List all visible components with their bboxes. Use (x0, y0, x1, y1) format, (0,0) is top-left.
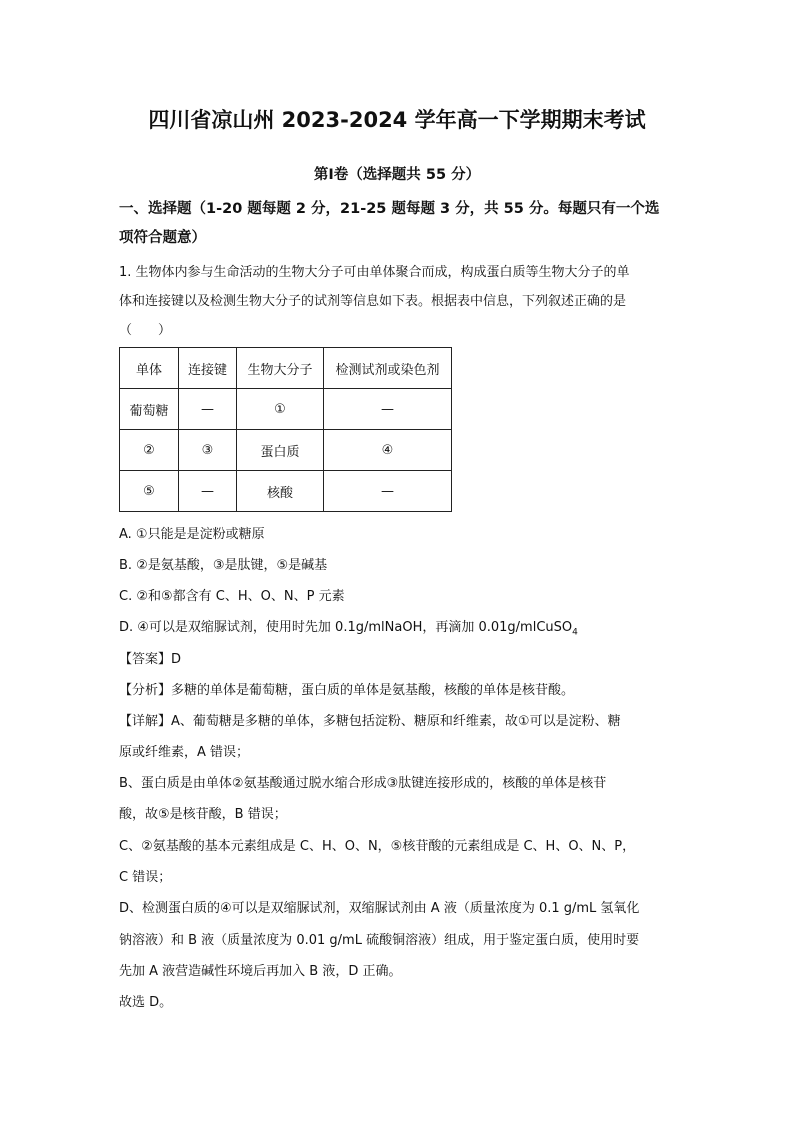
table-cell: 葡萄糖 (120, 389, 179, 430)
explanation-line8: 钠溶液）和 B 液（质量浓度为 0.01 g/mL 硫酸铜溶液）组成，用于鉴定蛋白质，使用时要 (119, 933, 640, 948)
option-d (119, 616, 578, 638)
table-cell: 核酸 (237, 471, 324, 512)
table-header-cell: 检测试剂或染色剂 (324, 348, 452, 389)
explanation-line2: 原或纤维素，A 错误； (119, 745, 250, 760)
table-row (120, 471, 452, 512)
analysis-tag: 【分析】 (119, 683, 172, 698)
exam-title: 四川省凉山州 2023-2024 学年高一下学期期末考试 (148, 108, 646, 132)
answer-tag: 【答案】 (119, 652, 172, 667)
explanation-line9: 先加 A 液营造碱性环境后再加入 B 液，D 正确。 (119, 964, 402, 979)
info-table (119, 347, 452, 512)
table-cell: — (179, 471, 237, 512)
table-cell: ⑤ (120, 471, 179, 512)
explanation-line6: C 错误； (119, 870, 172, 885)
explanation-line4: 酸，故⑤是核苷酸，B 错误； (119, 807, 287, 822)
explanation-tag: 【详解】 (119, 714, 172, 729)
table-header-cell: 单体 (120, 348, 179, 389)
explanation-line7: D、检测蛋白质的④可以是双缩脲试剂，双缩脲试剂由 A 液（质量浓度为 0.1 g/mL 氢氧化 (119, 901, 640, 916)
table-header-cell: 连接键 (179, 348, 237, 389)
explanation-line1 (119, 710, 621, 729)
table-cell: ① (237, 389, 324, 430)
explanation-conclusion: 故选 D。 (119, 995, 173, 1010)
question-blank: （ ） (119, 323, 172, 338)
question-stem-line2: 体和连接键以及检测生物大分子的试剂等信息如下表。根据表中信息，下列叙述正确的是 (119, 294, 627, 309)
part-heading-line1: 一、选择题（1-20 题每题 2 分，21-25 题每题 3 分，共 55 分。每题只有一个选 (119, 201, 660, 217)
answer-text: D (171, 652, 182, 667)
option-a: A. ①只能是是淀粉或糖原 (119, 527, 265, 542)
analysis-text: 多糖的单体是葡萄糖，蛋白质的单体是氨基酸，核酸的单体是核苷酸。 (171, 683, 575, 698)
table-cell: ④ (324, 430, 452, 471)
explanation-text: A、葡萄糖是多糖的单体，多糖包括淀粉、糖原和纤维素，故①可以是淀粉、糖 (171, 714, 621, 729)
table-row (120, 389, 452, 430)
table-cell: — (324, 471, 452, 512)
option-d-text: D. ④可以是双缩脲试剂，使用时先加 0.1g/mlNaOH，再滴加 0.01g/mlCuSO (119, 620, 573, 635)
answer-line (119, 648, 181, 667)
table-header-row (120, 348, 452, 389)
option-d-subscript: 4 (572, 627, 578, 638)
table-cell: 蛋白质 (237, 430, 324, 471)
table-row (120, 430, 452, 471)
table-cell: ③ (179, 430, 237, 471)
explanation-line3: B、蛋白质是由单体②氨基酸通过脱水缩合形成③肽键连接形成的，核酸的单体是核苷 (119, 776, 607, 791)
option-c: C. ②和⑤都含有 C、H、O、N、P 元素 (119, 589, 345, 604)
section-title: 第Ⅰ卷（选择题共 55 分） (313, 167, 481, 183)
table-cell: — (179, 389, 237, 430)
table-cell: — (324, 389, 452, 430)
question-stem-line1: 1. 生物体内参与生命活动的生物大分子可由单体聚合而成，构成蛋白质等生物大分子的单 (119, 265, 630, 280)
table-cell: ② (120, 430, 179, 471)
analysis-line (119, 679, 574, 698)
part-heading-line2: 项符合题意） (119, 230, 206, 246)
option-b: B. ②是氨基酸，③是肽键，⑤是碱基 (119, 558, 328, 573)
table-header-cell: 生物大分子 (237, 348, 324, 389)
explanation-line5: C、②氨基酸的基本元素组成是 C、H、O、N，⑤核苷酸的元素组成是 C、H、O、N、P， (119, 839, 636, 854)
